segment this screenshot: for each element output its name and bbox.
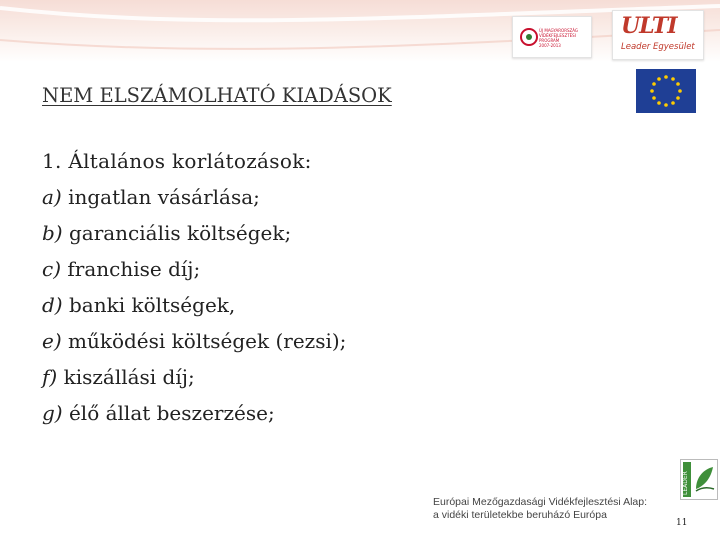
list-item-a xyxy=(42,184,346,220)
item-text: garanciális költségek; xyxy=(62,221,292,245)
hu-logo-line3: 2007-2013 xyxy=(539,43,561,48)
page-number: 11 xyxy=(676,518,688,528)
content-list xyxy=(42,148,346,436)
item-text: kiszállási díj; xyxy=(57,365,195,389)
footer-line2: a vidéki területekbe beruházó Európa xyxy=(433,509,607,521)
slide-title: NEM ELSZÁMOLHATÓ KIADÁSOK xyxy=(42,84,392,107)
leader-logo-label: LEADER xyxy=(682,471,689,495)
list-item-f xyxy=(42,364,346,400)
item-letter: c) xyxy=(42,257,62,281)
item-text: működési költségek (rezsi); xyxy=(61,329,347,353)
item-letter: a) xyxy=(42,185,62,209)
list-item-b xyxy=(42,220,346,256)
hu-logo-line1: ÚJ MAGYARORSZÁG xyxy=(539,28,579,33)
item-text: banki költségek, xyxy=(62,293,236,317)
eu-flag-icon xyxy=(636,69,696,113)
list-item-g xyxy=(42,400,346,436)
item-text: élő állat beszerzése; xyxy=(62,401,275,425)
leader-logo-icon xyxy=(680,459,718,500)
ulti-logo-word: ULTI xyxy=(621,13,677,39)
list-item-d xyxy=(42,292,346,328)
hu-logo-line2: VIDÉKFEJLESZTÉSI PROGRAM xyxy=(539,33,576,43)
uj-magyarorszag-logo xyxy=(512,16,592,58)
item-letter: g) xyxy=(42,401,63,425)
item-text: franchise díj; xyxy=(61,257,201,281)
item-letter: e) xyxy=(42,329,62,353)
ulti-logo-subtitle: Leader Egyesület xyxy=(621,42,695,52)
hu-emblem-icon xyxy=(517,25,541,49)
item-letter: b) xyxy=(42,221,63,245)
item-letter: f) xyxy=(42,365,58,389)
footer-line1: Európai Mezőgazdasági Vidékfejlesztési Alap: xyxy=(433,496,648,508)
eafrd-footer xyxy=(433,496,647,522)
list-heading: 1. Általános korlátozások: xyxy=(42,149,312,173)
list-item-e xyxy=(42,328,346,364)
item-letter: d) xyxy=(42,293,63,317)
item-text: ingatlan vásárlása; xyxy=(61,185,260,209)
list-item-c xyxy=(42,256,346,292)
ulti-leader-logo xyxy=(612,10,704,60)
